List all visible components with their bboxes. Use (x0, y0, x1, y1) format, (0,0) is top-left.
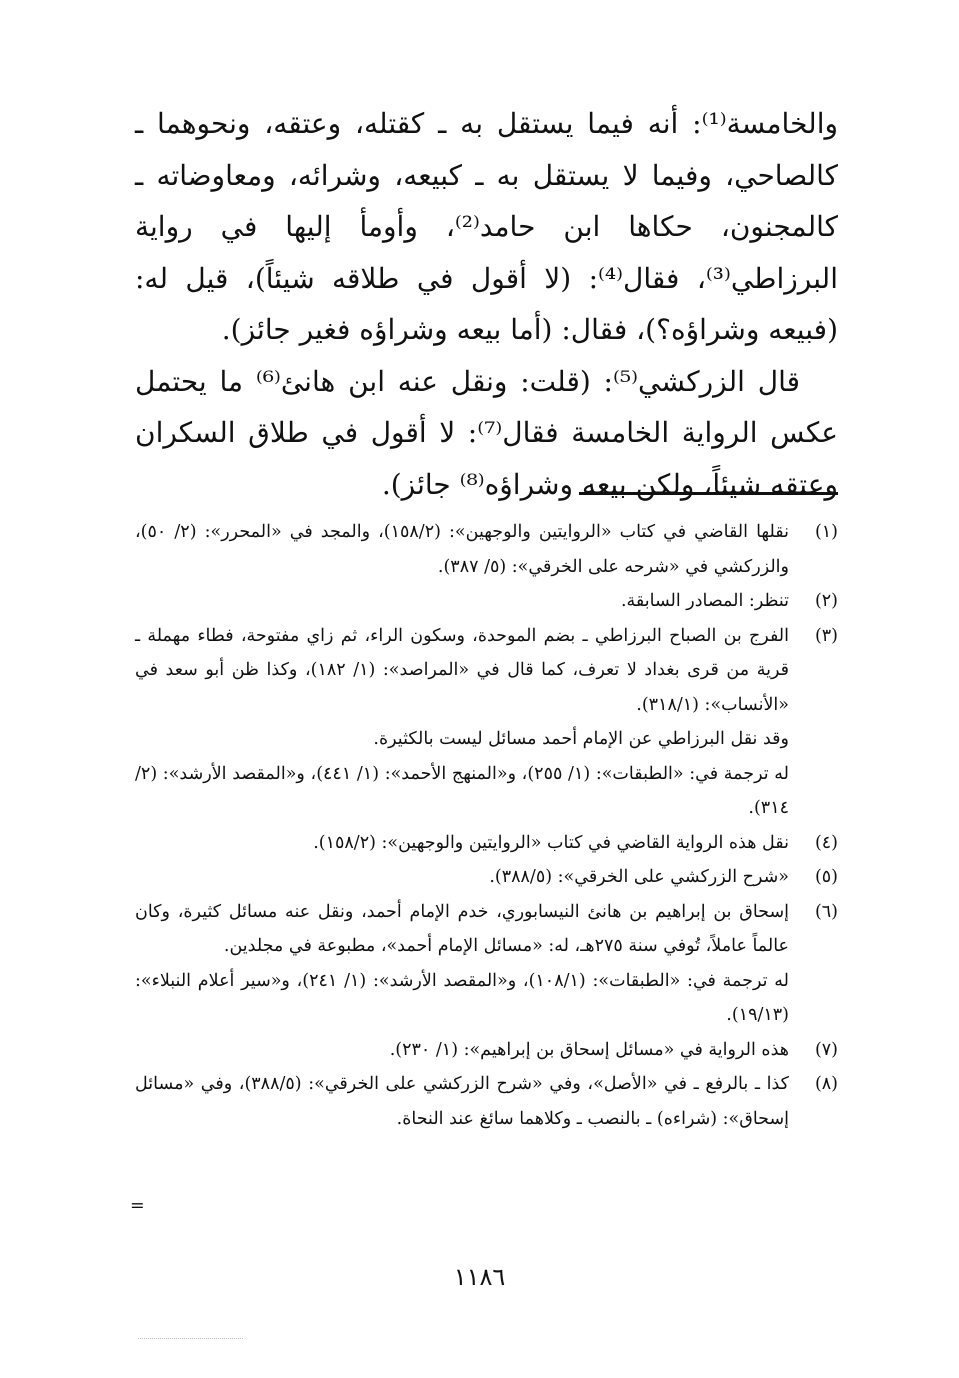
footnote-number: (٣) (814, 625, 838, 646)
footnote-text: نقلها القاضي في كتاب «الروايتين والوجهين»: (١٥٨/٢)، والمجد في «المحرر»: (٢/ ٥٠)، والزركشي في «شرحه على الخرقي»: (٥/ ٣٨٧). (135, 522, 790, 577)
footnote-number: (٥) (814, 867, 838, 887)
page-number: ١١٨٦ (453, 1263, 506, 1291)
footnote-number: (٤) (814, 832, 838, 853)
footnote-separator (579, 492, 838, 495)
footnote (135, 860, 838, 895)
footnote (135, 826, 838, 861)
footnote-text: «شرح الزركشي على الخرقي»: (٣٨٨/٥). (489, 867, 789, 887)
footnote (135, 619, 838, 826)
continuation-mark: = (130, 1196, 145, 1216)
footnote-number: (٢) (814, 591, 838, 611)
footnote-text: الفرج بن الصباح البرزاطي ـ بضم الموحدة، وسكون الراء، ثم زاي مفتوحة، فطاء مهملة ـ قرية من قرى بغداد لا تعرف، كما قال في «المراصد»: (١/ ١٨٢)، وكذا ظن أبو سعد في «الأنساب»: (٣١٨/١). (135, 625, 789, 715)
footnote-number: (١) (814, 522, 838, 542)
footnote-text: إسحاق بن إبراهيم بن هانئ النيسابوري، خدم الإمام أحمد، ونقل عنه مسائل كثيرة، وكان عالماً عاملاً، تُوفي سنة ٢٧٥هـ، له: «مسائل الإمام أحمد»، مطبوعة في مجلدين. (135, 901, 789, 956)
main-paragraph: والخامسة⁽¹⁾: أنه فيما يستقل به ـ كقتله، وعتقه، ونحوهما ـ كالصاحي، وفيما لا يستقل به ـ كبيعه، وشرائه، ومعاوضاته ـ كالمجنون، حكاها ابن حامد⁽²⁾، وأومأ إليها في رواية البرزاطي⁽³⁾، فقال⁽⁴⁾: (لا أقول في طلاقه شيئاً)، قيل له: (فبيعه وشراؤه؟)، فقال: (أما بيعه وشراؤه فغير جائز). (135, 107, 838, 346)
footnote-text: له ترجمة في: «الطبقات»: (١٠٨/١)، و«المقصد الأرشد»: (١/ ٢٤١)، و«سير أعلام النبلاء»: (١٩/١٣). (135, 970, 789, 1025)
footnote-text: له ترجمة في: «الطبقات»: (١/ ٢٥٥)، و«المنهج الأحمد»: (١/ ٤٤١)، و«المقصد الأرشد»: (٢/ ٣١٤). (135, 763, 790, 818)
main-paragraph: قال الزركشي⁽⁵⁾: (قلت: ونقل عنه ابن هانئ⁽⁶⁾ ما يحتمل عكس الرواية الخامسة فقال⁽⁷⁾: لا أقول في طلاق السكران وعتقه شيئاً، ولكن بيعه وشراؤه⁽⁸⁾ جائز). (135, 364, 838, 501)
footnote (135, 1033, 838, 1068)
footnote-number: (٧) (814, 1039, 838, 1060)
main-text (135, 98, 838, 510)
footnote-text: هذه الرواية في «مسائل إسحاق بن إبراهيم»: (١/ ٢٣٠). (389, 1039, 789, 1060)
scan-specks (138, 1338, 243, 1339)
footnote-text: نقل هذه الرواية القاضي في كتاب «الروايتين والوجهين»: (١٥٨/٢). (313, 832, 789, 853)
footnote (135, 1067, 838, 1136)
footnote-text: تنظر: المصادر السابقة. (620, 591, 789, 611)
footnote-text: كذا ـ بالرفع ـ في «الأصل»، وفي «شرح الزركشي على الخرقي»: (٣٨٨/٥)، وفي «مسائل إسحاق»: (شراءه) ـ بالنصب ـ وكلاهما سائغ عند النحاة. (135, 1074, 789, 1129)
footnote (135, 895, 838, 1033)
footnote (135, 584, 838, 619)
footnote (135, 515, 838, 584)
footnote-text: وقد نقل البرزاطي عن الإمام أحمد مسائل ليست بالكثيرة. (373, 729, 789, 749)
footnote-number: (٦) (814, 901, 838, 922)
footnote-number: (٨) (814, 1074, 838, 1094)
footnotes (135, 515, 838, 1136)
